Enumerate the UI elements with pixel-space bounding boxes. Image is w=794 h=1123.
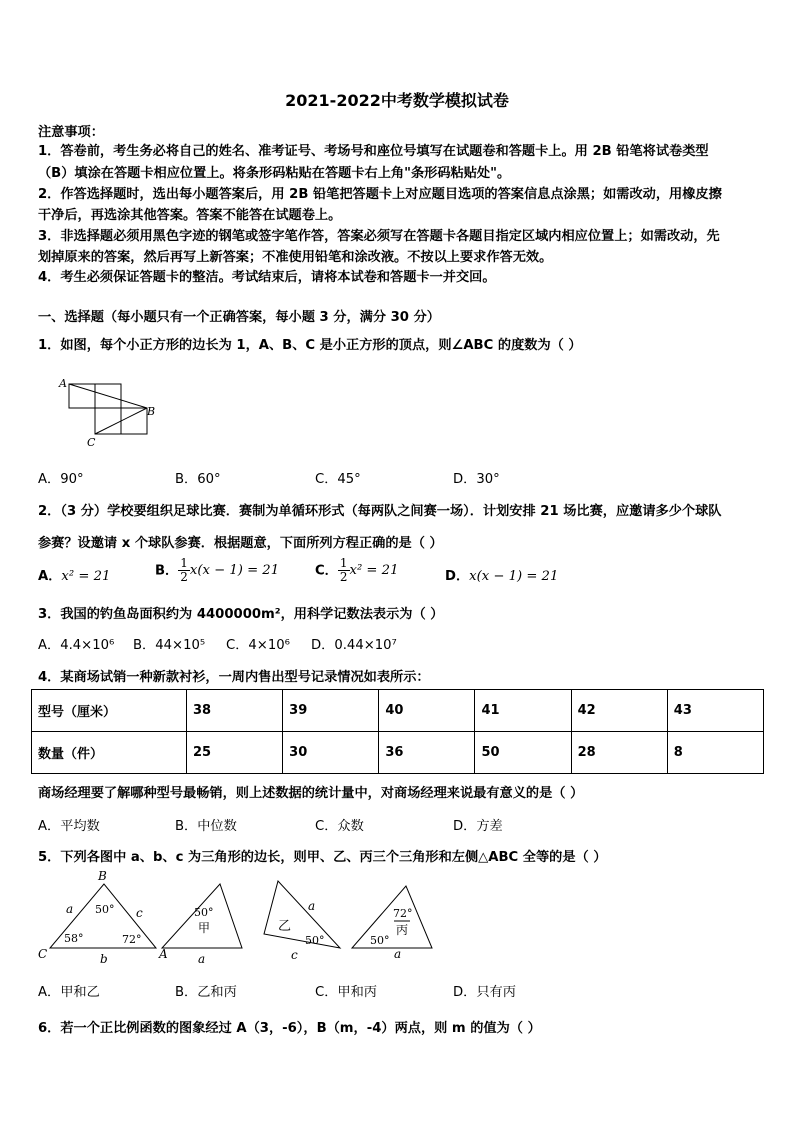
fraction-numerator: 1 [180,556,188,570]
q4-option-a[interactable]: A．平均数 [38,819,100,834]
question-5-triangles-figure [32,866,452,966]
q4-option-b[interactable]: B．中位数 [175,819,237,834]
table-cell: 30 [283,732,379,774]
yi-angle-label: 50° [305,934,325,947]
question-1-stem: 1．如图，每个小正方形的边长为 1，A、B、C 是小正方形的顶点，则∠ABC 的度数为（ ） [38,338,582,353]
section-heading: 一、选择题（每小题只有一个正确答案，每小题 3 分，满分 30 分） [38,310,440,325]
table-cell: 39 [283,690,379,732]
side-label-c: c [136,906,143,920]
q1-option-c[interactable]: C．45° [315,472,361,487]
q1-option-b[interactable]: B．60° [175,472,221,487]
yi-side-label-c: c [291,948,298,962]
q2-option-c[interactable] [315,557,398,584]
q1-option-a[interactable]: A．90° [38,472,84,487]
page-title: 2021-2022中考数学模拟试卷 [285,91,509,110]
vertex-label-b: B [98,869,107,883]
sales-table [31,689,764,774]
table-cell: 28 [571,732,667,774]
angle-label-c: 58° [64,932,84,945]
option-expression: x(x − 1) = 21 [469,569,559,584]
figure-label-c: C [87,436,96,449]
bing-angle-top: 72° [393,907,413,920]
option-label: B． [155,563,179,579]
figure-label-b: B [147,405,156,418]
table-header-cell: 数量（件） [32,732,187,774]
vertex-label-c: C [38,947,48,961]
option-label: C． [315,563,338,579]
angle-label-a: 72° [122,933,142,946]
option-expression: x² = 21 [61,569,111,584]
q4-option-c[interactable]: C．众数 [315,819,364,834]
notice-line: 3．非选择题必须用黑色字迹的钢笔或签字笔作答，答案必须写在答题卡各题目指定区域内相应位置上；如需改动，先 [38,229,720,244]
figure-label-a: A [59,377,67,390]
fraction [178,557,190,584]
question-3-stem: 3．我国的钓鱼岛面积约为 4400000m²，用科学记数法表示为（ ） [38,607,444,622]
notice-line: 1．答卷前，考生务必将自己的姓名、准考证号、考场号和座位号填写在试题卷和答题卡上。用 2B 铅笔将试卷类型 [38,144,709,159]
table-cell: 40 [379,690,475,732]
q3-option-b[interactable]: B．44×10⁵ [133,638,206,653]
table-header-cell: 型号（厘米） [32,690,187,732]
fraction-denominator: 2 [180,570,188,584]
q3-option-d[interactable]: D．0.44×10⁷ [311,638,397,653]
q5-option-a[interactable]: A．甲和乙 [38,985,100,1000]
question-4-stem: 4．某商场试销一种新款衬衫，一周内售出型号记录情况如表所示： [38,670,430,685]
question-6-stem: 6．若一个正比例函数的图象经过 A（3，-6），B（m，-4）两点，则 m 的值为（ ） [38,1021,541,1036]
jia-name-label: 甲 [198,921,211,935]
option-expression: x² = 21 [349,563,399,578]
jia-side-label: a [198,952,206,966]
table-cell: 42 [571,690,667,732]
table-cell: 43 [667,690,763,732]
question-2-stem: 2．（3 分）学校要组织足球比赛．赛制为单循环形式（每两队之间赛一场）．计划安排 21 场比赛，应邀请多少个球队 [38,504,722,519]
question-4-question: 商场经理要了解哪种型号最畅销，则上述数据的统计量中，对商场经理来说最有意义的是（ ） [38,786,584,801]
notice-heading: 注意事项： [38,125,104,140]
q2-option-d[interactable] [445,565,558,584]
table-cell: 25 [187,732,283,774]
option-label: A． [38,569,62,584]
notice-line: 划掉原来的答案，然后再写上新答案；不准使用铅笔和涂改液。不按以上要求作答无效。 [38,250,553,265]
fraction-denominator: 2 [339,570,348,584]
q5-option-b[interactable]: B．乙和丙 [175,985,237,1000]
angle-label-b: 50° [95,903,115,916]
table-cell: 36 [379,732,475,774]
jia-angle-label: 50° [194,906,214,919]
bing-name-label: 丙 [396,923,409,937]
question-1-grid-figure [55,372,170,452]
table-cell: 41 [475,690,571,732]
vertex-label-a: A [159,947,168,961]
question-2-stem-cont: 参赛？设邀请 x 个球队参赛．根据题意，下面所列方程正确的是（ ） [38,536,443,551]
table-row [32,732,764,774]
option-label: D． [445,569,470,584]
q2-option-b[interactable] [155,557,279,584]
bing-angle-left: 50° [370,934,390,947]
notice-line: 2．作答选择题时，选出每小题答案后，用 2B 铅笔把答题卡上对应题目选项的答案信息点涂黑；如需改动，用橡皮擦 [38,187,722,202]
option-expression: x(x − 1) = 21 [189,563,280,578]
table-cell: 8 [667,732,763,774]
question-5-stem: 5．下列各图中 a、b、c 为三角形的边长，则甲、乙、丙三个三角形和左侧△ABC 全等的是（ ） [38,850,607,865]
fraction-numerator: 1 [339,556,348,570]
side-label-a: a [66,902,74,916]
q5-option-c[interactable]: C．甲和丙 [315,985,377,1000]
side-label-b: b [100,952,108,966]
fraction [338,557,350,584]
q1-option-d[interactable]: D．30° [453,472,500,487]
table-row [32,690,764,732]
bing-side-label: a [394,947,402,961]
notice-line: （B）填涂在答题卡相应位置上。将条形码粘贴在答题卡右上角"条形码粘贴处"。 [38,166,511,181]
yi-side-label-a: a [308,899,316,913]
notice-line: 干净后，再选涂其他答案。答案不能答在试题卷上。 [38,208,342,223]
yi-name-label: 乙 [278,919,292,934]
notice-line: 4．考生必须保证答题卡的整洁。考试结束后，请将本试卷和答题卡一并交回。 [38,270,496,285]
q3-option-a[interactable]: A．4.4×10⁶ [38,638,115,653]
q3-option-c[interactable]: C．4×10⁶ [226,638,290,653]
table-cell: 38 [187,690,283,732]
q5-option-d[interactable]: D．只有丙 [453,985,516,1000]
q2-option-a[interactable] [38,565,110,584]
table-cell: 50 [475,732,571,774]
q4-option-d[interactable]: D．方差 [453,819,503,834]
